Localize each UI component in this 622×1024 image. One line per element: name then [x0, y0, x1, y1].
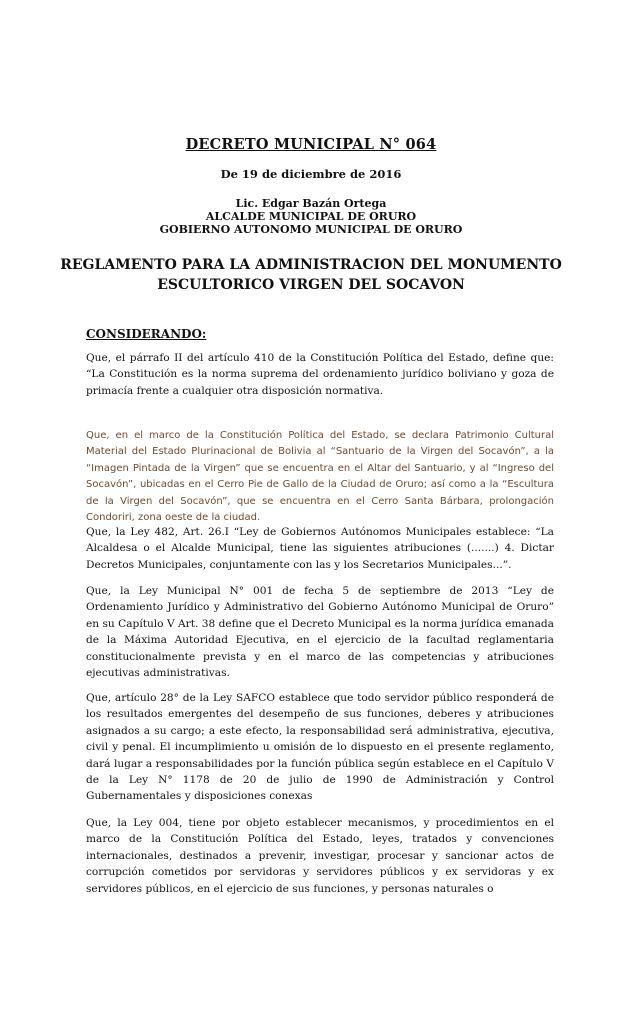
paragraph: Que, artículo 28° de la Ley SAFCO establece que todo servidor público responderá de los resultados emergentes del desempeño de sus funciones, deberes y atribuciones asignados a su cargo; a este efecto, la responsabilidad será administrativa, ejecutiva, civil y penal. El incumplimiento u omisión de lo dispuesto en el presente reglamento, dará lugar a responsabilidades por la función pública según establece en el Capítulo V de la Ley N° 1178 de 20 de julio de 1990 de Administración y Control Gubernamentales y disposiciones conexas: [86, 692, 554, 803]
considerando-heading: CONSIDERANDO:: [86, 327, 207, 341]
signatory-name: Lic. Edgar Bazán Ortega: [235, 197, 387, 210]
regulation-title: REGLAMENTO PARA LA ADMINISTRACION DEL MONUMENTO ESCULTORICO VIRGEN DEL SOCAVON: [60, 257, 562, 293]
decree-date: De 19 de diciembre de 2016: [220, 167, 402, 181]
paragraph: Que, la Ley 482, Art. 26.I “Ley de Gobiernos Autónomos Municipales establece: “La Alcaldesa o el Alcalde Municipal, tiene las siguientes atribuciones (.......) 4. Dictar Decretos Municipales, conjuntamente con las y los Secretarios Municipales...”.: [86, 526, 554, 571]
paragraph: Que, el párrafo II del artículo 410 de la Constitución Política del Estado, define que: “La Constitución es la norma suprema del ordenamiento jurídico boliviano y goza de primacía frente a cualquier otra disposición normativa.: [86, 352, 554, 397]
signatory-institution: GOBIERNO AUTONOMO MUNICIPAL DE ORURO: [159, 223, 463, 236]
paragraph: Que, la Ley Municipal N° 001 de fecha 5 de septiembre de 2013 “Ley de Ordenamiento Jurídico y Administrativo del Gobierno Autónomo Municipal de Oruro” en su Capítulo V Art. 38 define que el Decreto Municipal es la norma jurídica emanada de la Máxima Autoridad Ejecutiva, en el ejercicio de la facultad reglamentaria constitucionalmente prevista y en el marco de las competencias y atribuciones ejecutivas administrativas.: [86, 585, 554, 680]
signatory-position: ALCALDE MUNICIPAL DE ORURO: [205, 210, 417, 223]
decree-title: DECRETO MUNICIPAL N° 064: [185, 136, 437, 153]
paragraph: Que, la Ley 004, tiene por objeto establecer mecanismos, y procedimientos en el marco de la Constitución Política del Estado, leyes, tratados y convenciones internacionales, destinados a prevenir, investigar, procesar y sancionar actos de corrupción cometidos por servidoras y servidores públicos y ex servidoras y ex servidores públicos, en el ejercicio de sus funciones, y personas naturales o: [86, 817, 554, 895]
paragraph: Que, en el marco de la Constitución Política del Estado, se declara Patrimonio Cultural Material del Estado Plurinacional de Bolivia al “Santuario de la Virgen del Socavón”, a la “Imagen Pintada de la Virgen” que se encuentra en el Altar del Santuario, y al “Ingreso del Socavón”, ubicadas en el Cerro Pie de Gallo de la Ciudad de Oruro; así como a la “Escultura de la Virgen del Socavón”, que se encuentra en el Cerro Santa Bárbara, prolongación Condoriri, zona oeste de la ciudad.: [86, 430, 554, 524]
